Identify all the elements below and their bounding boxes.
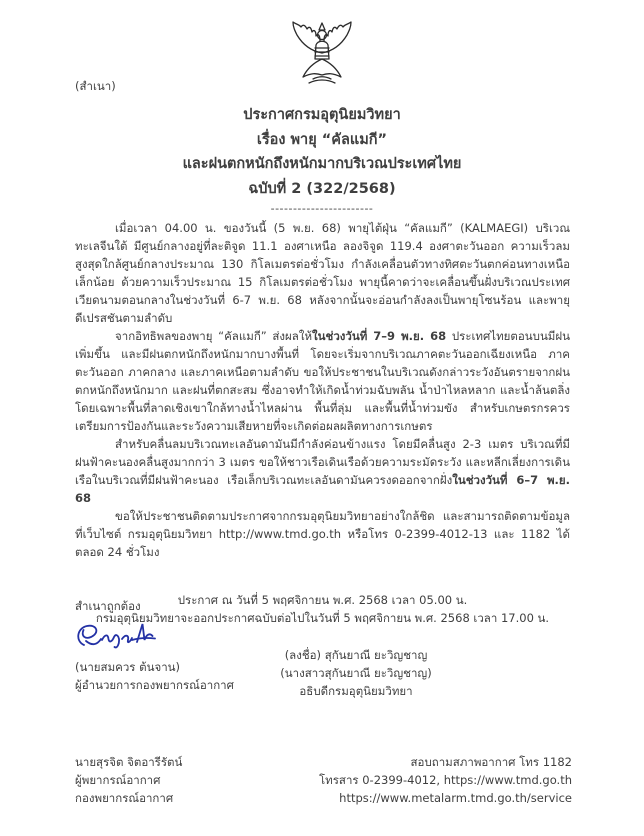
garuda-emblem-icon — [283, 15, 361, 91]
certified-copy-label: สำเนาถูกต้อง — [75, 599, 141, 613]
header-issue-number: ฉบับที่ 2 (322/2568) — [248, 180, 396, 197]
body-paragraph-storm-status: เมื่อเวลา 04.00 น. ของวันนี้ (5 พ.ย. 68) พายุไต้ฝุ่น “คัลแมกี” (KALMAEGI) บริเวณทะเลจีนใต้ มีศูนย์กลางอยู่ที่ละติจูด 11.1 องศาเหนือ ลองจิจูด 119.4 องศาตะวันออก ความเร็วลมสูงสุดใกล้ศูนย์กลางประมาณ 130 กิโลเมตรต่อชั่วโมง กำลังเคลื่อนตัวทางทิศตะวันตกค่อนทางเหนือเล็กน้อย ด้วยความเร็วประมาณ 15 กิโลเมตรต่อชั่วโมง พายุนี้คาดว่าจะเคลื่อนขึ้นฝั่งบริเวณประเทศเวียดนามตอนกลางในช่วงวันที่ 6-7 พ.ย. 68 หลังจากนั้นจะอ่อนกำลังลงเป็นพายุโซนร้อน และพายุดีเปรสชันตามลำดับ — [75, 221, 570, 325]
page-footer — [75, 753, 572, 807]
body-paragraph-sea-waves: สำหรับคลื่นลมบริเวณทะเลอันดามันมีกำลังค่อนข้างแรง โดยมีคลื่นสูง 2-3 เมตร บริเวณที่มีฝนฟ้าคะนองคลื่นสูงมากกว่า 3 เมตร ขอให้ชาวเรือเดินเรือด้วยความระมัดระวัง และหลีกเลี่ยงการเดินเรือในบริเวณที่มีฝนฟ้าคะนอง เรือเล็กบริเวณทะเลอันดามันควรงดออกจากฝั่งในช่วงวันที่ 6–7 พ.ย. 68 — [75, 437, 570, 505]
signer-full-name: (นางสาวสุกันยาณี ยะวิญชาญ) — [280, 666, 432, 680]
copy-label: (สำเนา) — [75, 79, 116, 93]
footer-contact-fax-web: โทรสาร 0-2399-4012, https://www.tmd.go.th — [319, 773, 572, 787]
certified-copy-block — [75, 597, 234, 694]
header-divider: ----------------------- — [270, 202, 374, 215]
footer-forecaster-position: ผู้พยากรณ์อากาศ — [75, 773, 161, 787]
next-issue-line: กรมอุตุนิยมวิทยาจะออกประกาศฉบับต่อไปในวันที่ 5 พฤศจิกายน พ.ศ. 2568 เวลา 17.00 น. — [95, 611, 550, 625]
certifier-name: (นายสมควร ต้นจาน) — [75, 660, 180, 674]
signer-position: อธิบดีกรมอุตุนิยมวิทยา — [299, 684, 413, 698]
footer-contact-alert-url: https://www.metalarm.tmd.go.th/service — [339, 791, 572, 805]
footer-forecaster-name: นายสุรจิต จิตอารีรัตน์ — [75, 755, 183, 769]
footer-contact-block — [319, 753, 572, 807]
issued-date-line: ประกาศ ณ วันที่ 5 พฤศจิกายน พ.ศ. 2568 เวลา 05.00 น. — [177, 593, 468, 607]
footer-contact-phone: สอบถามสภาพอากาศ โทร 1182 — [410, 755, 572, 769]
body-paragraph-rain-impact: จากอิทธิพลของพายุ “คัลแมกี” ส่งผลให้ในช่วงวันที่ 7–9 พ.ย. 68 ประเทศไทยตอนบนมีฝนเพิ่มขึ้น และมีฝนตกหนักถึงหนักมากบางพื้นที่ โดยจะเริ่มจากบริเวณภาคตะวันออกเฉียงเหนือ ภาคตะวันออก ภาคกลาง และภาคเหนือตามลำดับ ขอให้ประชาชนในบริเวณดังกล่าวระวังอันตรายจากฝนตกหนักถึงหนักมาก และฝนที่ตกสะสม ซึ่งอาจทำให้เกิดน้ำท่วมฉับพลัน น้ำป่าไหลหลาก และน้ำล้นตลิ่ง โดยเฉพาะพื้นที่ลาดเชิงเขาใกล้ทางน้ำไหลผ่าน พื้นที่ลุ่ม และพื้นที่น้ำท่วมขัง สำหรับเกษตรกรควรเตรียมการป้องกันและระวังความเสียหายที่จะเกิดต่อผลผลิตทางการเกษตร — [75, 329, 570, 433]
header-title: ประกาศกรมอุตุนิยมวิทยา — [243, 107, 401, 123]
signer-signed-name: (ลงชื่อ) สุกันยาณี ยะวิญชาญ — [284, 648, 428, 662]
header-subject-line2: และฝนตกหนักถึงหนักมากบริเวณประเทศไทย — [182, 156, 462, 172]
document-header — [0, 103, 644, 216]
header-subject-line1: เรื่อง พายุ “คัลแมกี” — [256, 131, 388, 148]
body-paragraph-follow-news: ขอให้ประชาชนติดตามประกาศจากกรมอุตุนิยมวิทยาอย่างใกล้ชิด และสามารถติดตามข้อมูลที่เว็บไซต์ กรมอุตุนิยมวิทยา http://www.tmd.go.th หรือโทร 0-2399-4012-13 และ 1182 ได้ตลอด 24 ชั่วโมง — [75, 509, 570, 559]
signer-block — [216, 646, 496, 700]
signature-scrawl-icon — [73, 618, 157, 654]
footer-forecaster-division: กองพยากรณ์อากาศ — [75, 791, 174, 805]
footer-forecaster-block — [75, 753, 182, 807]
document-body — [0, 219, 644, 561]
certifier-position: ผู้อำนวยการกองพยากรณ์อากาศ — [75, 678, 234, 692]
